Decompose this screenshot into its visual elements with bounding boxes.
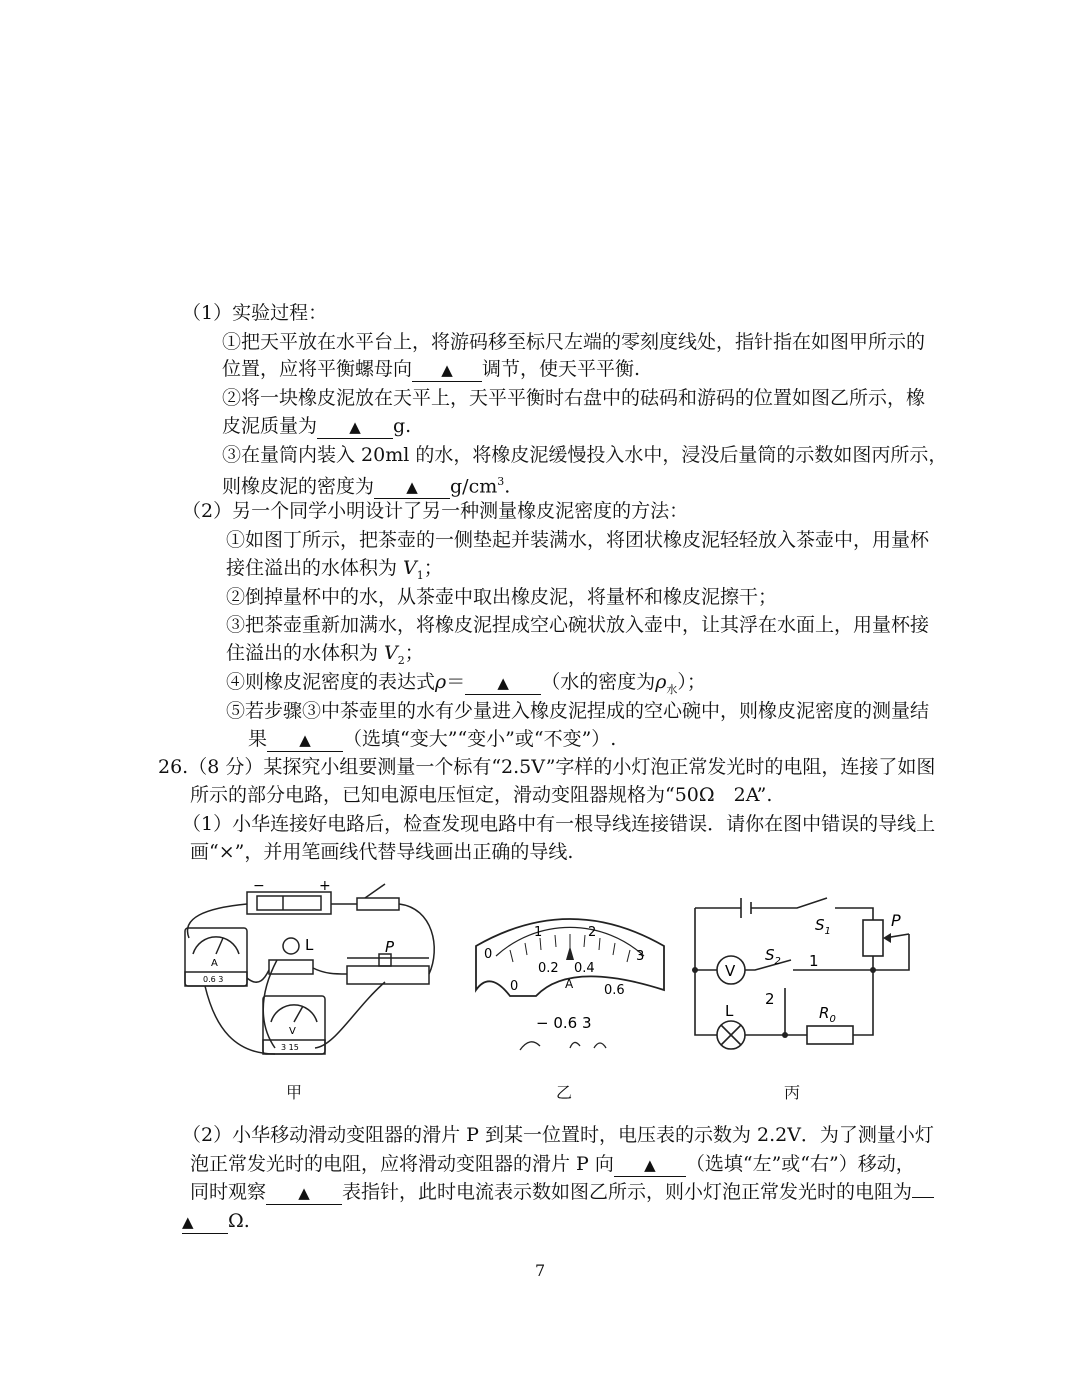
q25-part1-title: （1）实验过程：: [182, 302, 328, 324]
q25-step2-line2: 皮泥质量为 ▲ g.: [222, 415, 412, 437]
figure-yi-caption: 乙: [556, 1083, 573, 1102]
q25-p2-step5-line1: ⑤若步骤③中茶壶里的水有少量进入橡皮泥捏成的空心碗中，则橡皮泥密度的测量结: [226, 700, 930, 722]
q25-step2-line1: ②将一块橡皮泥放在天平上，天平平衡时右盘中的砝码和游码的位置如图乙所示，橡: [222, 387, 926, 409]
q25-p2-step3-line1: ③把茶壶重新加满水，将橡皮泥捏成空心碗状放入壶中，让其浮在水面上，用量杯接: [226, 614, 930, 636]
dial-bottom-tick: 0.2: [538, 961, 559, 976]
q25-part2-title: （2）另一个同学小明设计了另一种测量橡皮泥密度的方法：: [182, 500, 689, 522]
slider-label: P: [385, 938, 395, 956]
answer-blank[interactable]: ▲: [267, 728, 343, 752]
answer-blank[interactable]: ▲: [317, 415, 393, 439]
dial-bottom-tick: 0.4: [574, 961, 595, 976]
label-l: L: [725, 1002, 734, 1020]
label-r0: $R_0$: [819, 1004, 836, 1025]
q26-part2-line4: ▲ Ω.: [182, 1210, 250, 1232]
voltmeter-terminals: 3 15: [281, 1043, 299, 1052]
dial-top-tick: 3: [636, 949, 645, 964]
label-p: P: [891, 911, 901, 930]
figure-jia-physical-circuit: [175, 878, 445, 1068]
dial-top-tick: 0: [484, 947, 493, 962]
q25-step3-line2: 则橡皮泥的密度为 ▲ $g/cm^3$.: [222, 475, 511, 498]
q25-p2-step5-line2: 果 ▲ （选填“变大”“变小”或“不变”）.: [248, 728, 617, 750]
figure-bing-caption: 丙: [784, 1083, 801, 1102]
figure-yi-ammeter-dial: [470, 900, 670, 1060]
dial-unit: A: [565, 977, 574, 991]
q26-part2-line3: 同时观察 ▲ 表指针，此时电流表示数如图乙所示，则小灯泡正常发光时的电阻为: [190, 1179, 934, 1205]
answer-blank[interactable]: ▲: [465, 671, 541, 695]
label-s1: $S_1$: [815, 916, 831, 937]
q26-heading-line1: 26.（8 分）某探究小组要测量一个标有“2.5V”字样的小灯泡正常发光时的电阻，连接了如图: [158, 756, 936, 778]
battery-plus-label: +: [319, 878, 331, 894]
q25-step1-line2: 位置，应将平衡螺母向 ▲ 调节，使天平平衡.: [222, 358, 641, 380]
q26-heading-line2: 所示的部分电路，已知电源电压恒定，滑动变阻器规格为“50Ω 2A”.: [190, 784, 773, 806]
page-number: 7: [535, 1261, 546, 1280]
dial-bottom-tick: 0: [510, 979, 519, 994]
answer-blank[interactable]: ▲: [266, 1181, 342, 1205]
q25-p2-step2: ②倒掉量杯中的水，从茶壶中取出橡皮泥，将量杯和橡皮泥擦干；: [226, 586, 778, 608]
q26-part1-line2: 画“×”，并用笔画线代替导线画出正确的导线.: [190, 841, 574, 863]
q25-step3-line1: ③在量筒内装入 20ml 的水，将橡皮泥缓慢投入水中，浸没后量筒的示数如图丙所示，: [222, 444, 948, 466]
dial-bottom-tick: 0.6: [604, 983, 625, 998]
dial-terminals: − 0.6 3: [536, 1014, 592, 1032]
resistor-r0: [807, 1026, 853, 1044]
answer-blank-end[interactable]: ▲: [182, 1210, 228, 1234]
label-pos2: 2: [765, 990, 775, 1008]
answer-blank[interactable]: ▲: [614, 1153, 686, 1177]
answer-blank-start[interactable]: [912, 1197, 934, 1198]
q26-part2-line2: 泡正常发光时的电阻，应将滑动变阻器的滑片 P 向 ▲ （选填“左”或“右”）移动，: [190, 1153, 915, 1175]
lamp-bulb: [283, 938, 299, 954]
lamp-label: L: [305, 936, 314, 954]
label-s2: $S_2$: [765, 946, 781, 967]
q26-part2-line1: （2）小华移动滑动变阻器的滑片 P 到某一位置时，电压表的示数为 2.2V．为了测量小灯: [182, 1124, 934, 1146]
switch-s1: [751, 898, 827, 908]
switch: [357, 898, 399, 910]
answer-blank[interactable]: ▲: [374, 475, 450, 499]
dial-top-tick: 2: [588, 925, 597, 940]
label-v: V: [725, 962, 736, 980]
ammeter-symbol: A: [211, 958, 218, 969]
dial-needle: [566, 946, 574, 960]
q25-p2-step4: ④则橡皮泥密度的表达式ρ＝ ▲ （水的密度为$\rho_水$）；: [226, 671, 706, 696]
rheostat-r: [863, 920, 883, 956]
q25-step1-line1: ①把天平放在水平台上，将游码移至标尺左端的零刻度线处，指针指在如图甲所示的: [222, 331, 926, 353]
label-pos1: 1: [809, 952, 819, 970]
ammeter-terminals: 0.6 3: [203, 975, 224, 984]
q25-p2-step3-line2: 住溢出的水体积为 $V_2$；: [226, 642, 424, 667]
answer-blank[interactable]: ▲: [412, 358, 482, 382]
q26-part1-line1: （1）小华连接好电路后，检查发现电路中有一根导线连接错误．请你在图中错误的导线上: [182, 813, 936, 835]
q25-p2-step1-line1: ①如图丁所示，把茶壶的一侧垫起并装满水，将团状橡皮泥轻轻放入茶壶中，用量杯: [226, 529, 930, 551]
battery-minus-label: −: [253, 878, 265, 894]
figure-bing-schematic: [685, 890, 925, 1055]
rheostat: [347, 966, 429, 984]
dial-top-tick: 1: [534, 925, 543, 940]
figure-jia-caption: 甲: [286, 1083, 303, 1102]
q25-p2-step1-line2: 接住溢出的水体积为 $V_1$；: [226, 557, 443, 582]
voltmeter-symbol: V: [289, 1026, 296, 1037]
